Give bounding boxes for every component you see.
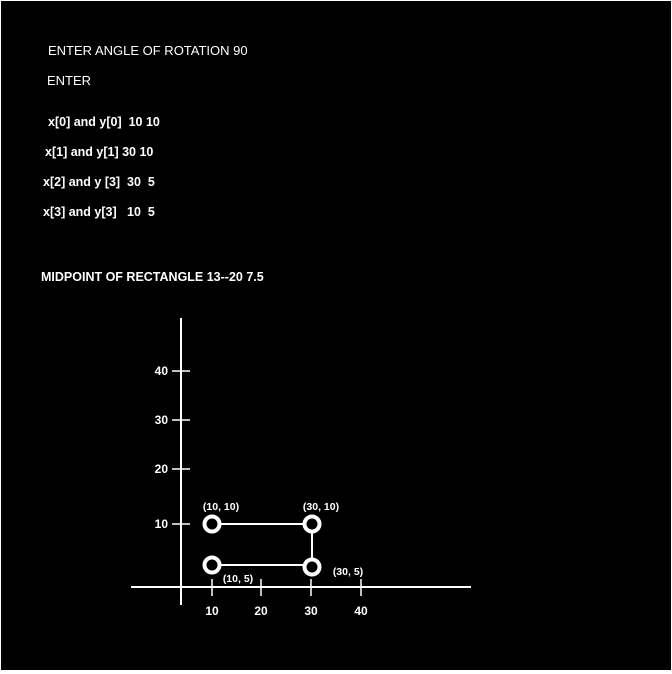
vertex-10-5 [205, 558, 220, 573]
vertex-10-10 [205, 517, 220, 532]
point-label: (10, 10) [202, 501, 240, 513]
point-label: (30, 5) [332, 566, 364, 578]
vertex-30-5 [305, 560, 320, 575]
coord-line-1: x[1] and y[1] 30 10 [45, 145, 154, 159]
enter-prompt: ENTER [47, 73, 92, 88]
midpoint-result: MIDPOINT OF RECTANGLE 13--20 7.5 [41, 270, 264, 284]
y-tick-label: 30 [154, 413, 168, 427]
coord-line-0: x[0] and y[0] 10 10 [48, 115, 160, 129]
y-tick-label: 20 [154, 462, 168, 476]
x-tick-label: 30 [304, 604, 318, 618]
point-label: (10, 5) [222, 573, 254, 585]
coord-line-3: x[3] and y[3] 10 5 [43, 205, 155, 219]
console-window [1, 1, 671, 670]
x-tick-label: 20 [254, 604, 268, 618]
x-tick-label: 40 [354, 604, 368, 618]
y-tick-label: 10 [154, 517, 168, 531]
y-tick-label: 40 [154, 364, 168, 378]
vertex-30-10 [305, 517, 320, 532]
rotation-prompt: ENTER ANGLE OF ROTATION 90 [48, 43, 248, 58]
coord-line-2: x[2] and y [3] 30 5 [43, 175, 155, 189]
x-tick-label: 10 [205, 604, 219, 618]
rectangle-plot [1, 1, 671, 670]
point-label: (30, 10) [302, 501, 340, 513]
